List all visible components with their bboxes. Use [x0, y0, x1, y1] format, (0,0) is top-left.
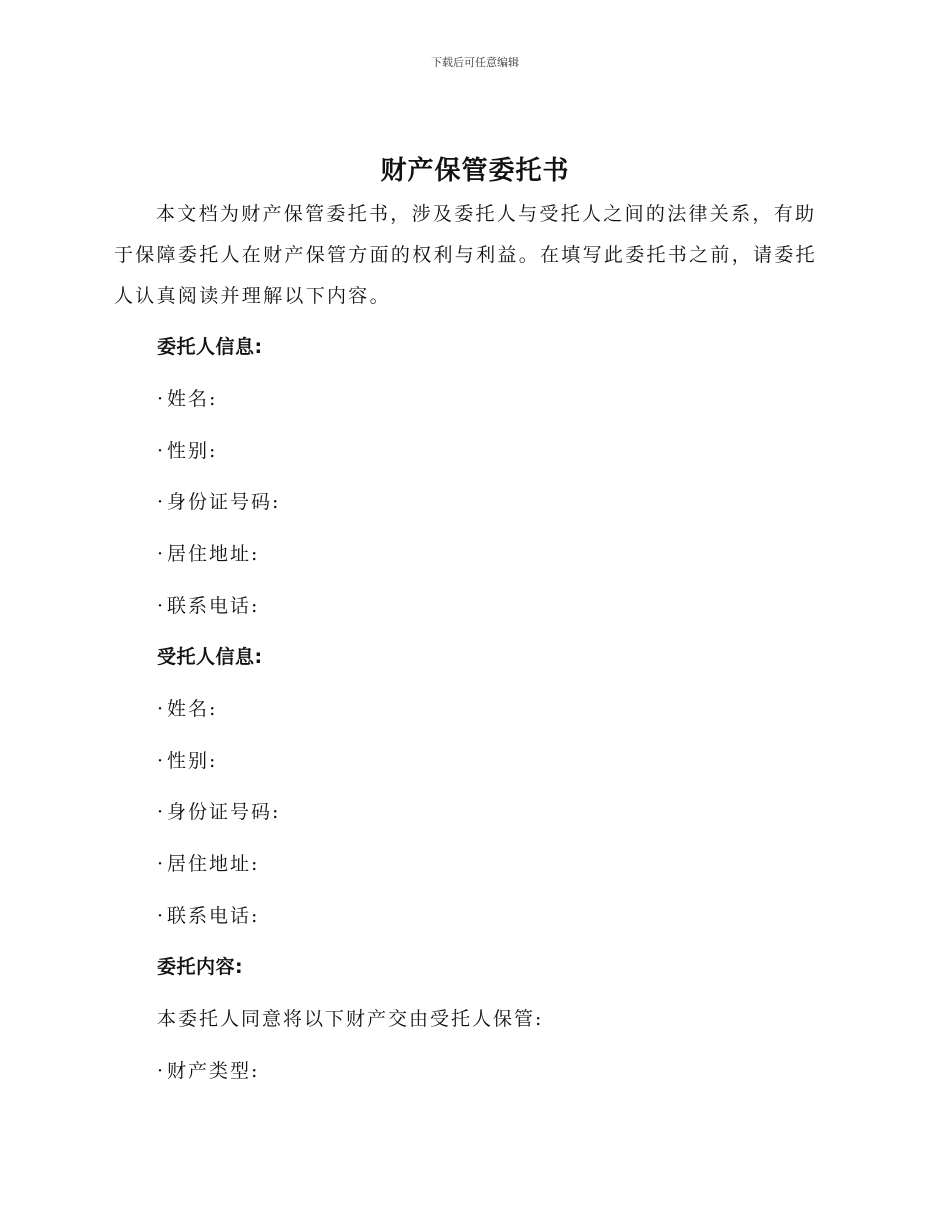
field-label: 性别: [167, 440, 218, 462]
agent-gender-field [157, 746, 217, 776]
agent-address-field [157, 849, 259, 879]
bullet-icon: · [157, 440, 164, 462]
content-statement: 本委托人同意将以下财产交由受托人保管: [157, 1008, 544, 1030]
field-label: 居住地址: [167, 543, 260, 565]
field-label: 身份证号码: [167, 801, 281, 823]
bullet-icon: · [157, 750, 164, 772]
field-label: 联系电话: [167, 595, 260, 617]
field-label: 身份证号码: [167, 491, 281, 513]
principal-address-field [157, 539, 259, 569]
field-label: 财产类型: [167, 1060, 260, 1082]
principal-name-field [157, 384, 217, 414]
field-label: 联系电话: [167, 905, 260, 927]
principal-heading: 委托人信息: [157, 336, 263, 358]
bullet-icon: · [157, 388, 164, 410]
header-note: 下载后可任意编辑 [431, 56, 519, 69]
content-heading: 委托内容: [157, 956, 244, 978]
principal-id-field [157, 487, 280, 517]
agent-name-field [157, 694, 217, 724]
bullet-icon: · [157, 801, 164, 823]
intro-paragraph: 本文档为财产保管委托书，涉及委托人与受托人之间的法律关系，有助于保障委托人在财产保管方面的权利与利益。在填写此委托书之前，请委托人认真阅读并理解以下内容。 [114, 203, 817, 307]
bullet-icon: · [157, 543, 164, 565]
principal-phone-field [157, 591, 259, 621]
bullet-icon: · [157, 853, 164, 875]
field-label: 性别: [167, 750, 218, 772]
property-type-field [157, 1056, 259, 1086]
agent-heading: 受托人信息: [157, 646, 263, 668]
document-title: 财产保管委托书 [380, 156, 570, 186]
field-label: 姓名: [167, 698, 218, 720]
field-label: 姓名: [167, 388, 218, 410]
bullet-icon: · [157, 905, 164, 927]
field-label: 居住地址: [167, 853, 260, 875]
agent-phone-field [157, 901, 259, 931]
bullet-icon: · [157, 491, 164, 513]
bullet-icon: · [157, 1060, 164, 1082]
agent-id-field [157, 797, 280, 827]
bullet-icon: · [157, 595, 164, 617]
bullet-icon: · [157, 698, 164, 720]
principal-gender-field [157, 436, 217, 466]
